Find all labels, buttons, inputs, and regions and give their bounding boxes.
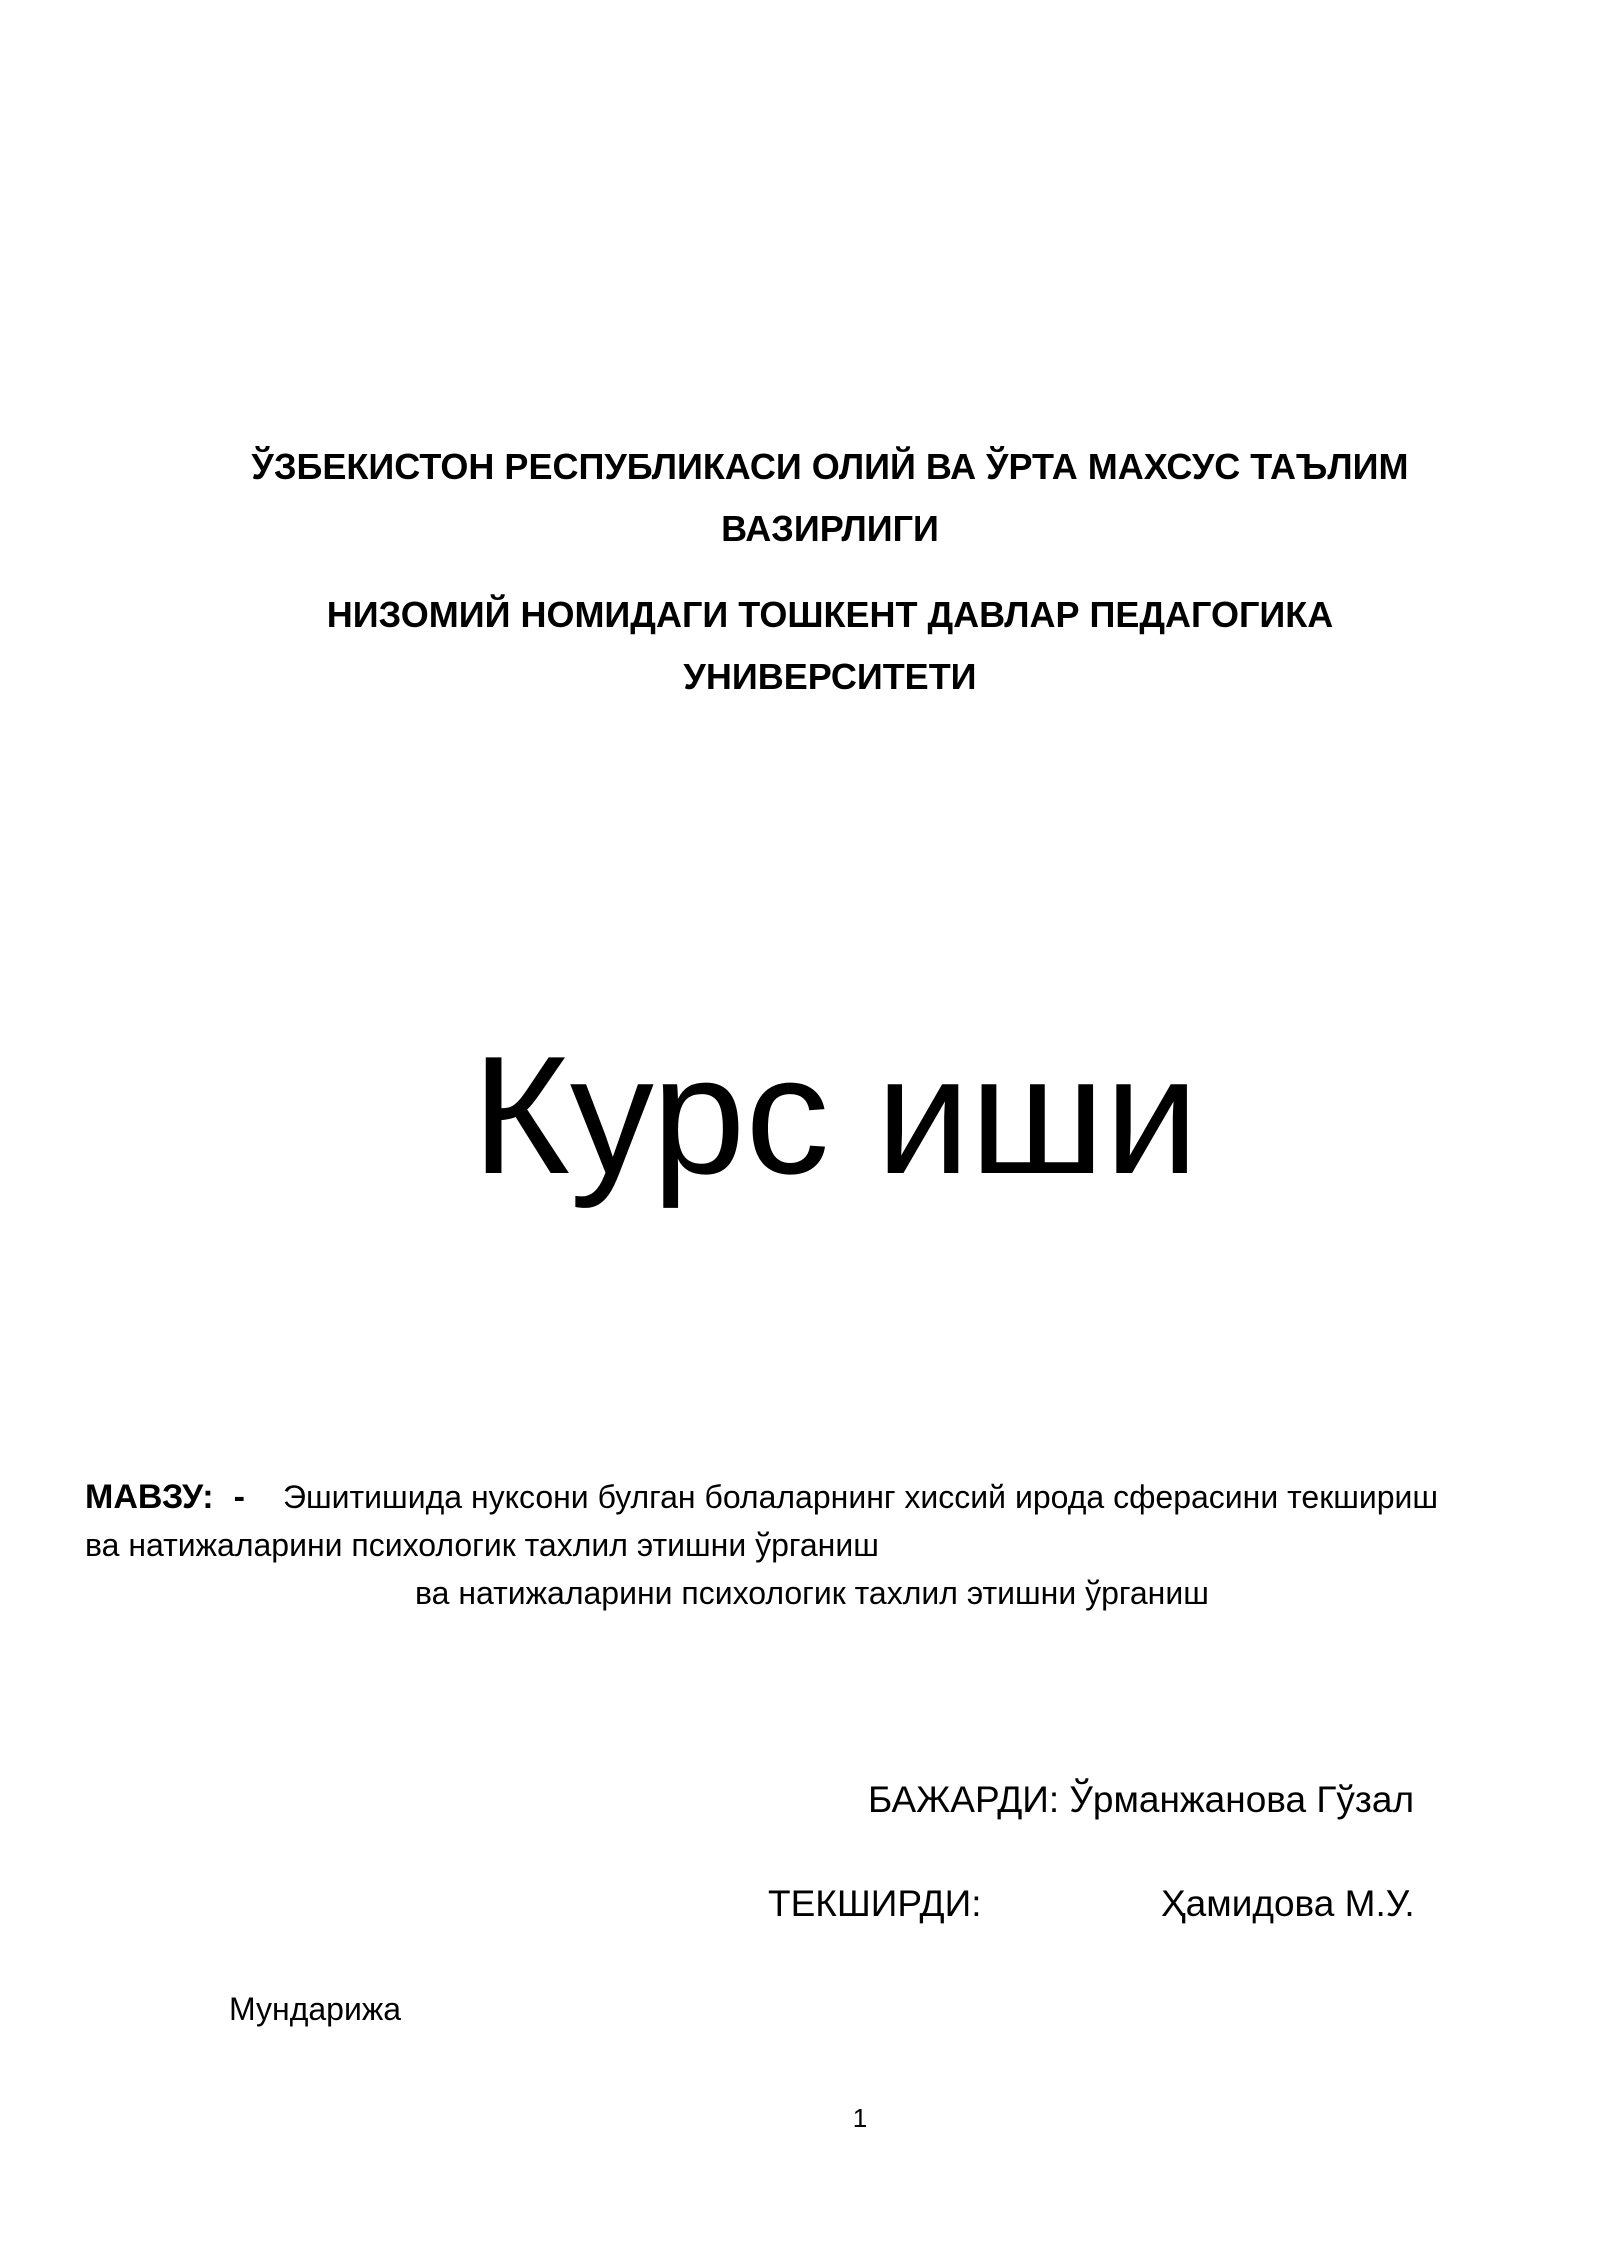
checked-by-name: Ҳамидова М.У. — [1161, 1883, 1415, 1924]
university-heading-line1: НИЗОМИЙ НОМИДАГИ ТОШКЕНТ ДАВЛАР ПЕДАГОГИКА — [326, 594, 1334, 635]
checked-by-label: ТЕКШИРДИ: — [768, 1883, 982, 1924]
university-heading — [0, 584, 1600, 708]
ministry-heading-line1: ЎЗБЕКИСТОН РЕСПУБЛИКАСИ ОЛИЙ ВА ЎРТА МАХСУС ТАЪЛИМ — [251, 446, 1409, 487]
document-title: Курс иши — [472, 1021, 1199, 1209]
topic-text-line2: ва натижаларини психологик тахлил этишни ўрганиш — [85, 1527, 879, 1563]
university-heading-line2: УНИВЕРСИТЕТИ — [683, 656, 977, 697]
contents-heading: Мундарижа — [229, 1991, 402, 2027]
topic-row1 — [85, 1473, 1585, 1521]
page-number: 1 — [852, 2103, 868, 2133]
topic-dash: - — [233, 1478, 245, 1516]
topic-section — [85, 1473, 1585, 1611]
ministry-heading-line2: ВАЗИРЛИГИ — [721, 508, 939, 549]
topic-label: МАВЗУ: — [85, 1478, 214, 1516]
ministry-heading — [0, 436, 1600, 560]
topic-text-line1: Эшитишида нуксони булган болаларнинг хиссий ирода сферасини текшириш — [282, 1479, 1439, 1515]
topic-text-line3: ва натижаларини психологик тахлил этишни ўрганиш — [415, 1575, 1209, 1611]
performed-by: БАЖАРДИ: Ўрманжанова Гўзал — [868, 1779, 1415, 1820]
